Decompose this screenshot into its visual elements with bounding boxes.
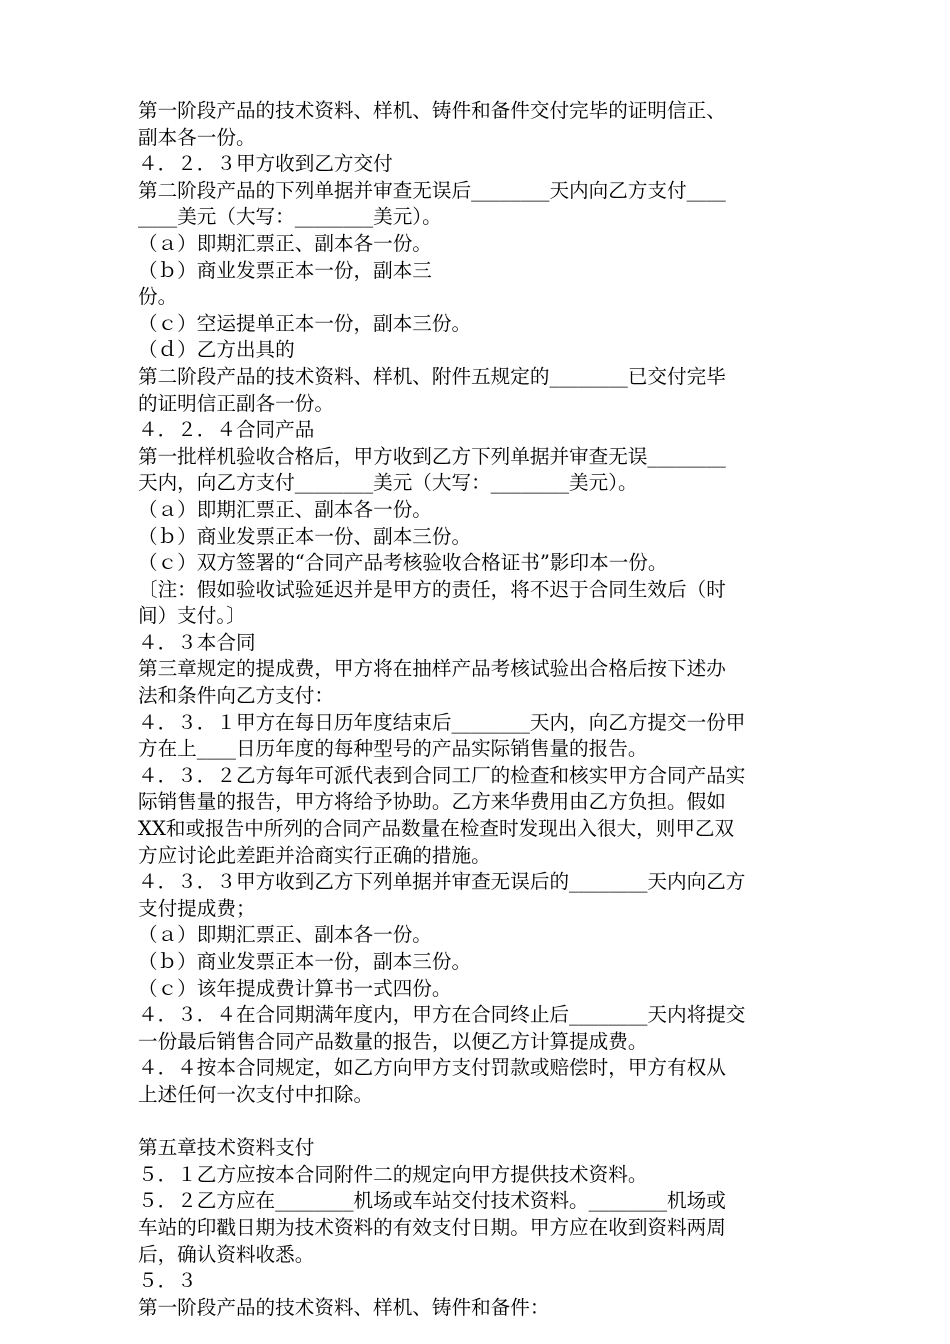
text-line: 第二阶段产品的下列单据并审查无误后________天内向乙方支付____ <box>138 178 726 202</box>
text-line: （ａ）即期汇票正、副本各一份。 <box>138 923 432 947</box>
text-line: ４．３．３甲方收到乙方下列单据并审查无误后的________天内向乙方 <box>138 870 746 894</box>
text-line: ４．２．３甲方收到乙方交付 <box>138 152 393 176</box>
text-line: 第三章规定的提成费，甲方将在抽样产品考核试验出合格后按下述办 <box>138 657 726 681</box>
text-line: 后，确认资料收悉。 <box>138 1242 315 1266</box>
text-line: ４．３．１甲方在每日历年度结束后________天内，向乙方提交一份甲 <box>138 710 746 734</box>
text-line: 上述任何一次支付中扣除。 <box>138 1082 374 1106</box>
text-line: ４．３本合同 <box>138 630 256 654</box>
text-line: 一份最后销售合同产品数量的报告，以便乙方计算提成费。 <box>138 1029 648 1053</box>
text-line: 方在上____日历年度的每种型号的产品实际销售量的报告。 <box>138 737 648 761</box>
text-line: （ｃ）空运提单正本一份，副本三份。 <box>138 311 472 335</box>
text-line: ４．２．４合同产品 <box>138 418 315 442</box>
text-line: （ｃ）双方签署的“合同产品考核验收合格证书”影印本一份。 <box>138 551 668 575</box>
text-line: 份。 <box>138 285 178 309</box>
text-line: （ａ）即期汇票正、副本各一份。 <box>138 231 432 255</box>
text-line: 〔注：假如验收试验延迟并是甲方的责任，将不迟于合同生效后（时 <box>138 577 726 601</box>
text-line: ５．１乙方应按本合同附件二的规定向甲方提供技术资料。 <box>138 1162 648 1186</box>
text-line: 副本各一份。 <box>138 125 256 149</box>
text-line: （ｄ）乙方出具的 <box>138 338 295 362</box>
text-line: （ｃ）该年提成费计算书一式四份。 <box>138 976 452 1000</box>
text-line: 际销售量的报告，甲方将给予协助。乙方来华费用由乙方负担。假如 <box>138 790 726 814</box>
text-line: 间）支付。〕 <box>138 604 246 628</box>
text-line: （ｂ）商业发票正本一份、副本三份。 <box>138 524 472 548</box>
text-line: 第二阶段产品的技术资料、样机、附件五规定的________已交付完毕 <box>138 364 726 388</box>
text-line: （ａ）即期汇票正、副本各一份。 <box>138 497 432 521</box>
text-line: （ｂ）商业发票正本一份，副本三 <box>138 258 432 282</box>
text-line: 支付提成费； <box>138 896 256 920</box>
text-line: 第五章技术资料支付 <box>138 1136 315 1160</box>
text-line: ５．３ <box>138 1269 197 1293</box>
text-line: 方应讨论此差距并洽商实行正确的措施。 <box>138 843 491 867</box>
text-line: （ｂ）商业发票正本一份，副本三份。 <box>138 950 472 973</box>
text-line: ____美元（大写：________美元）。 <box>138 205 442 229</box>
blank-line <box>138 1109 818 1136</box>
text-line: 天内，向乙方支付________美元（大写：________美元）。 <box>138 471 638 495</box>
text-line: XX和或报告中所列的合同产品数量在检查时发现出入很大，则甲乙双 <box>138 817 735 841</box>
text-line: ４．３．４在合同期满年度内，甲方在合同终止后________天内将提交 <box>138 1003 746 1027</box>
text-line: ４．４按本合同规定，如乙方向甲方支付罚款或赔偿时，甲方有权从 <box>138 1056 726 1080</box>
text-line: 第一批样机验收合格后，甲方收到乙方下列单据并审查无误________ <box>138 444 726 468</box>
text-line: 车站的印戳日期为技术资料的有效支付日期。甲方应在收到资料两周 <box>138 1215 726 1239</box>
text-line: 的证明信正副各一份。 <box>138 391 334 415</box>
document-page <box>138 98 818 1321</box>
text-line: 第一阶段产品的技术资料、样机、铸件和备件交付完毕的证明信正、 <box>138 99 726 122</box>
text-line: ４．３．２乙方每年可派代表到合同工厂的检查和核实甲方合同产品实 <box>138 763 746 787</box>
text-line: ５．２乙方应在________机场或车站交付技术资料。________机场或 <box>138 1189 726 1213</box>
text-line: 法和条件向乙方支付： <box>138 684 334 708</box>
text-line: 第一阶段产品的技术资料、样机、铸件和备件： <box>138 1295 550 1319</box>
